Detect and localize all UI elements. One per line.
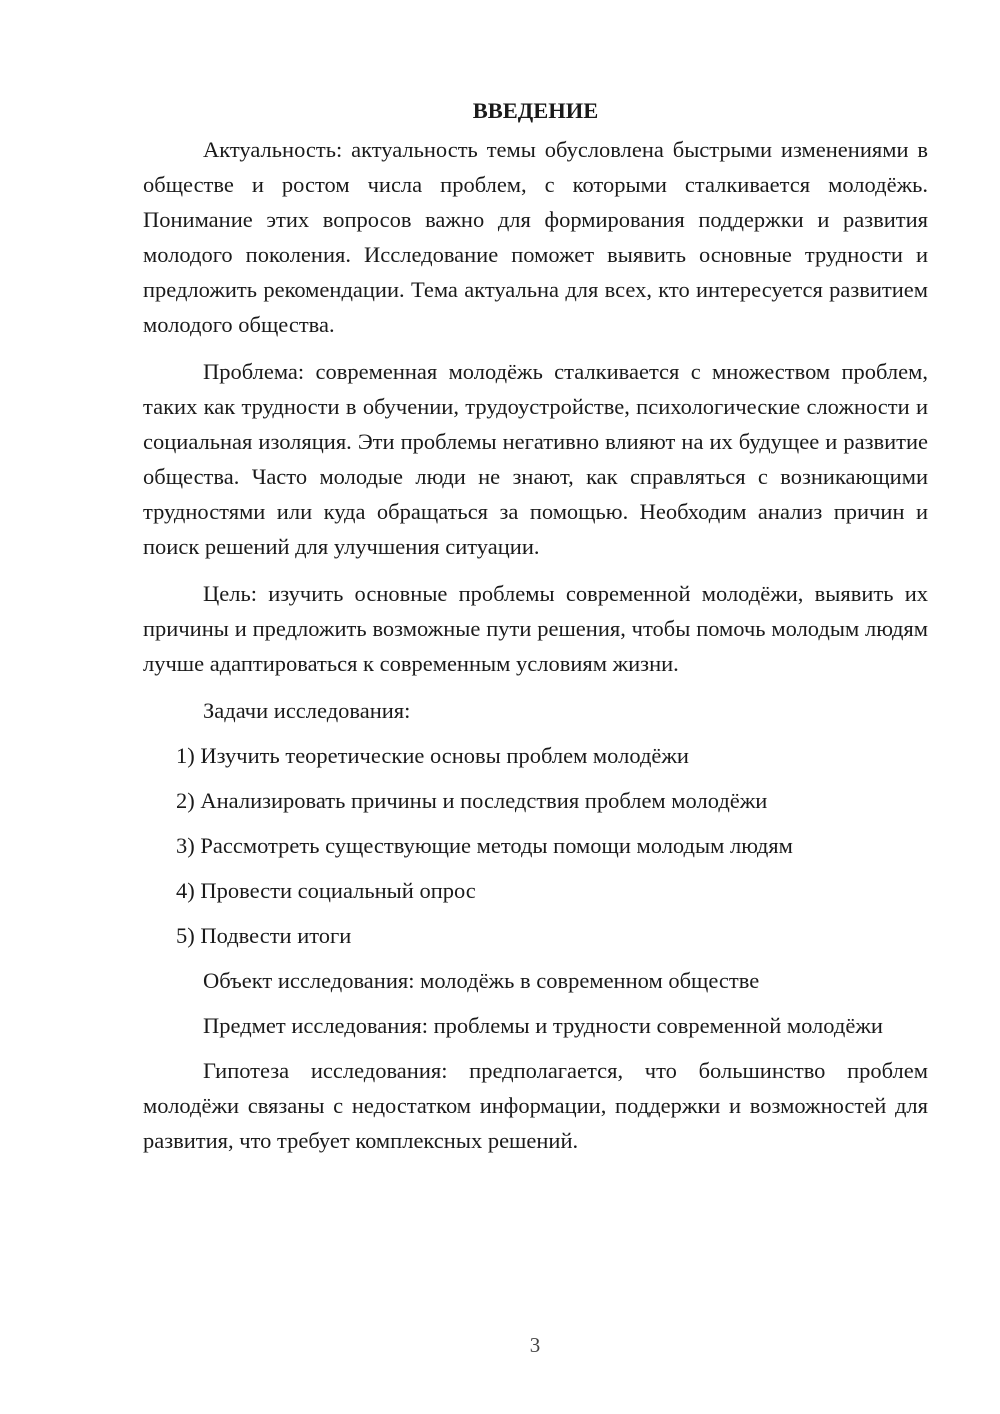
task-item: 3) Рассмотреть существующие методы помощи молодым людям (176, 833, 793, 858)
task-item: 4) Провести социальный опрос (176, 878, 476, 903)
tasks-list (143, 738, 928, 953)
goal-paragraph: Цель: изучить основные проблемы современной молодёжи, выявить их причины и предложить возможные пути решения, чтобы помочь молодым людям лучше адаптироваться к современным условиям жизни. (143, 581, 928, 676)
page-number: 3 (529, 1333, 541, 1357)
task-item: 5) Подвести итоги (176, 923, 352, 948)
task-item: 2) Анализировать причины и последствия проблем молодёжи (176, 788, 768, 813)
task-item: 1) Изучить теоретические основы проблем молодёжи (176, 743, 689, 768)
document-body (143, 96, 928, 1170)
subject-paragraph: Предмет исследования: проблемы и трудности современной молодёжи (203, 1013, 883, 1038)
object-paragraph: Объект исследования: молодёжь в современном обществе (203, 968, 760, 993)
tasks-heading: Задачи исследования: (203, 698, 411, 723)
hypothesis-paragraph: Гипотеза исследования: предполагается, что большинство проблем молодёжи связаны с недостатком информации, поддержки и возможностей для развития, что требует комплексных решений. (143, 1058, 928, 1153)
problem-paragraph: Проблема: современная молодёжь сталкивается с множеством проблем, таких как трудности в обучении, трудоустройстве, психологические сложности и социальная изоляция. Эти проблемы негативно влияют на их будущее и развитие общества. Часто молодые люди не знают, как справляться с возникающими трудностями или куда обращаться за помощью. Необходим анализ причин и поиск решений для улучшения ситуации. (143, 359, 928, 559)
relevance-paragraph: Актуальность: актуальность темы обусловлена быстрыми изменениями в обществе и ростом числа проблем, с которыми сталкивается молодёжь. Понимание этих вопросов важно для формирования поддержки и развития молодого поколения. Исследование поможет выявить основные трудности и предложить рекомендации. Тема актуальна для всех, кто интересуется развитием молодого общества. (143, 137, 928, 337)
document-title: ВВЕДЕНИЕ (472, 98, 599, 123)
